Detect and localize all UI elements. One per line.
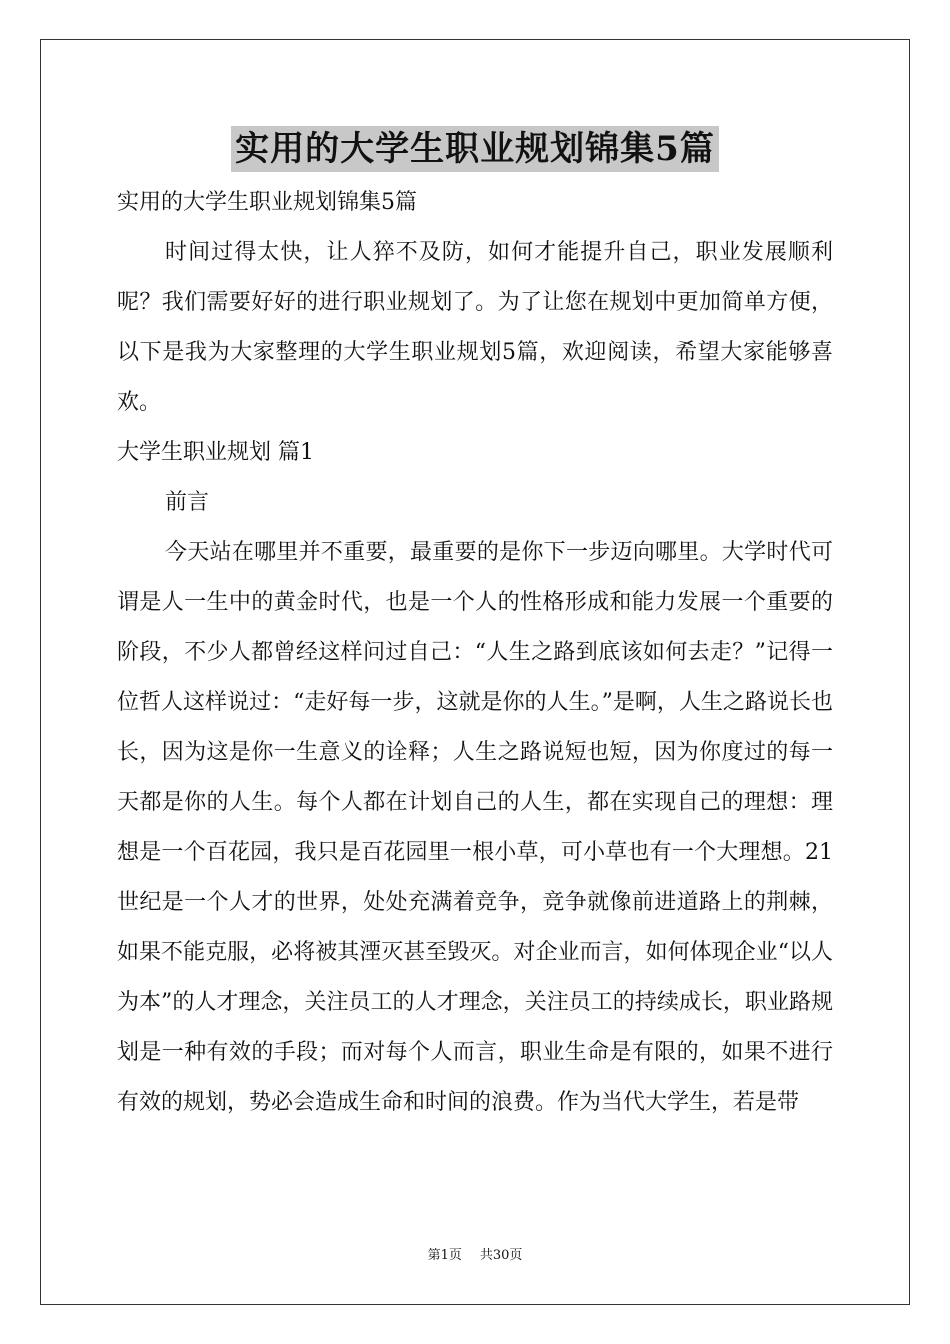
- page-footer: [0, 1246, 950, 1266]
- title-container: [0, 126, 950, 172]
- document-title: 实用的大学生职业规划锦集5篇: [231, 126, 719, 172]
- document-body: [117, 178, 833, 1128]
- paragraph: 今天站在哪里并不重要，最重要的是你下一步迈向哪里。大学时代可谓是人一生中的黄金时代，也是一个人的性格形成和能力发展一个重要的阶段，不少人都曾经这样问过自己：“人生之路到底该如何去走？”记得一位哲人这样说过：“走好每一步，这就是你的人生。”是啊，人生之路说长也长，因为这是你一生意义的诠释；人生之路说短也短，因为你度过的每一天都是你的人生。每个人都在计划自己的人生，都在实现自己的理想：理想是一个百花园，我只是百花园里一根小草，可小草也有一个大理想。21世纪是一个人才的世界，处处充满着竞争，竞争就像前进道路上的荆棘，如果不能克服，必将被其湮灭甚至毁灭。对企业而言，如何体现企业“以人为本”的人才理念，关注员工的人才理念，关注员工的持续成长，职业路规划是一种有效的手段；而对每个人而言，职业生命是有限的，如果不进行有效的规划，势必会造成生命和时间的浪费。作为当代大学生，若是带: [117, 540, 833, 1115]
- page-number: 第1页: [427, 1248, 462, 1263]
- paragraph: 时间过得太快，让人猝不及防，如何才能提升自己，职业发展顺利呢？我们需要好好的进行职业规划了。为了让您在规划中更加简单方便，以下是我为大家整理的大学生职业规划5篇，欢迎阅读，希望大家能够喜欢。: [117, 240, 833, 415]
- section-heading: 大学生职业规划 篇1: [117, 440, 314, 465]
- subsection-heading: 前言: [165, 490, 210, 515]
- page-total: 共30页: [479, 1248, 523, 1263]
- paragraph: 实用的大学生职业规划锦集5篇: [117, 190, 417, 215]
